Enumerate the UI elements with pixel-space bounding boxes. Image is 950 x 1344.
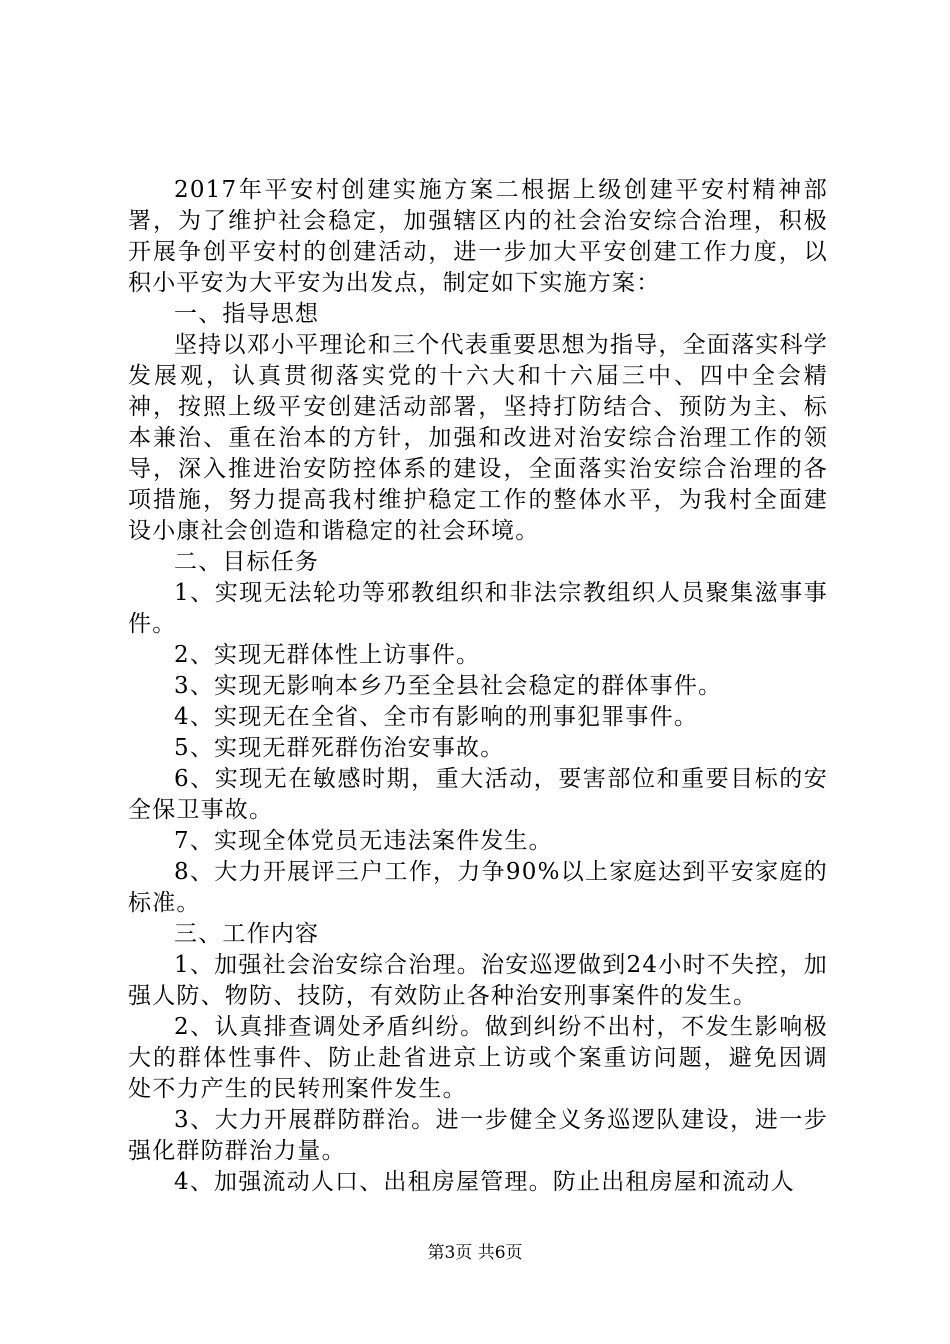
goal-item: 2、实现无群体性上访事件。 (174, 642, 481, 668)
work-item: 3、大力开展群防群治。进一步健全义务巡逻队建设，进一步强化群防群治力量。 (128, 1107, 828, 1164)
goal-item: 6、实现无在敏感时期，重大活动，要害部位和重要目标的安全保卫事故。 (128, 766, 828, 823)
section-heading-goals: 二、目标任务 (174, 549, 320, 575)
goal-item: 3、实现无影响本乡乃至全县社会稳定的群体事件。 (174, 673, 723, 699)
goal-item: 7、实现全体党员无违法案件发生。 (174, 828, 553, 854)
goal-item: 5、实现无群死群伤治安事故。 (174, 735, 505, 761)
page-number-footer: 第3页 共6页 (427, 1243, 523, 1263)
work-item: 1、加强社会治安综合治理。治安巡逻做到24小时不失控，加强人防、物防、技防，有效防止各种治安刑事案件的发生。 (128, 952, 828, 1009)
section-heading-work-content: 三、工作内容 (174, 921, 320, 947)
work-item: 4、加强流动人口、出租房屋管理。防止出租房屋和流动人 (174, 1169, 795, 1195)
goal-item: 4、实现无在全省、全市有影响的刑事犯罪事件。 (174, 704, 699, 730)
goal-item: 8、大力开展评三户工作，力争90%以上家庭达到平安家庭的标准。 (128, 859, 828, 916)
section-paragraph: 坚持以邓小平理论和三个代表重要思想为指导，全面落实科学发展观，认真贯彻落实党的十六大和十六届三中、四中全会精神，按照上级平安创建活动部署，坚持打防结合、预防为主、标本兼治、重在治本的方针，加强和改进对治安综合治理工作的领导，深入推进治安防控体系的建设，全面落实治安综合治理的各项措施，努力提高我村维护稳定工作的整体水平，为我村全面建设小康社会创造和谐稳定的社会环境。 (128, 332, 828, 544)
goal-item: 1、实现无法轮功等邪教组织和非法宗教组织人员聚集滋事事件。 (128, 580, 828, 637)
document-body (128, 175, 828, 1198)
section-heading-guiding-ideology: 一、指导思想 (174, 301, 320, 327)
intro-paragraph: 2017年平安村创建实施方案二根据上级创建平安村精神部署，为了维护社会稳定，加强辖区内的社会治安综合治理，积极开展争创平安村的创建活动，进一步加大平安创建工作力度，以积小平安为大平安为出发点，制定如下实施方案： (128, 177, 828, 296)
work-item: 2、认真排查调处矛盾纠纷。做到纠纷不出村，不发生影响极大的群体性事件、防止赴省进京上访或个案重访问题，避免因调处不力产生的民转刑案件发生。 (128, 1014, 828, 1102)
